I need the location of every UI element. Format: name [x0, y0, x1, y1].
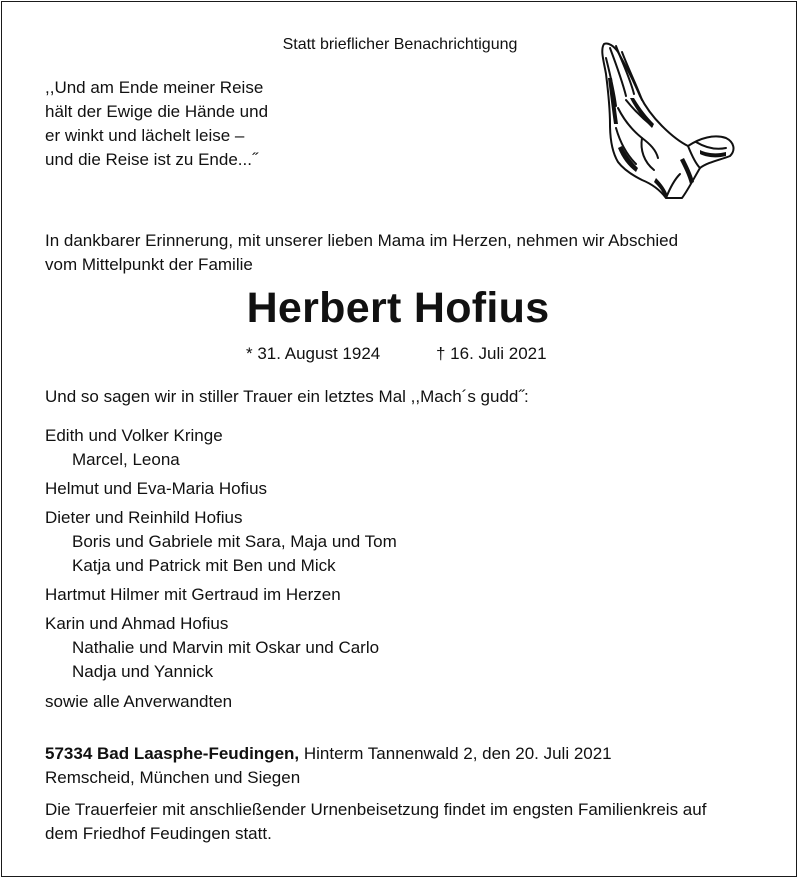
relatives-line: sowie alle Anverwandten	[45, 692, 233, 711]
address-rest: Hinterm Tannenwald 2, den 20. Juli 2021	[299, 744, 612, 763]
poem	[45, 76, 268, 172]
praying-hands-icon	[596, 38, 738, 200]
funeral-line: Die Trauerfeier mit anschließender Urnenbeisetzung findet im engsten Familienkreis auf	[45, 800, 707, 819]
poem-line: und die Reise ist zu Ende...˝	[45, 150, 258, 169]
intro-line: In dankbarer Erinnerung, mit unserer lieben Mama im Herzen, nehmen wir Abschied	[45, 231, 679, 250]
family-member: Hartmut Hilmer mit Gertraud im Herzen	[45, 585, 341, 604]
poem-line: hält der Ewige die Hände und	[45, 102, 269, 121]
cities-line: Remscheid, München und Siegen	[45, 768, 301, 787]
family-sub-member: Nathalie und Marvin mit Oskar und Carlo	[72, 638, 380, 657]
birth-date: * 31. August 1924	[246, 344, 381, 363]
farewell-line: Und so sagen wir in stiller Trauer ein letztes Mal ,,Mach´s gudd˝:	[45, 387, 529, 406]
family-member: Helmut und Eva-Maria Hofius	[45, 479, 268, 498]
family-sub-member: Katja und Patrick mit Ben und Mick	[72, 556, 336, 575]
funeral-info	[45, 798, 706, 846]
funeral-line: dem Friedhof Feudingen statt.	[45, 824, 272, 843]
intro-line: vom Mittelpunkt der Familie	[45, 255, 253, 274]
death-date: † 16. Juli 2021	[436, 344, 547, 363]
poem-line: er winkt und lächelt leise –	[45, 126, 245, 145]
family-member: Karin und Ahmad Hofius	[45, 614, 229, 633]
address-line	[45, 744, 612, 764]
family-member: Dieter und Reinhild Hofius	[45, 508, 243, 527]
intro-text	[45, 229, 678, 277]
family-sub-member: Marcel, Leona	[72, 450, 180, 469]
deceased-name: Herbert Hofius	[246, 284, 550, 332]
family-member: Edith und Volker Kringe	[45, 426, 223, 445]
header-line: Statt brieflicher Benachrichtigung	[282, 36, 518, 53]
address-bold: 57334 Bad Laasphe-Feudingen,	[45, 744, 300, 763]
family-sub-member: Boris und Gabriele mit Sara, Maja und Tom	[72, 532, 397, 551]
family-sub-member: Nadja und Yannick	[72, 662, 214, 681]
poem-line: ,,Und am Ende meiner Reise	[45, 78, 264, 97]
